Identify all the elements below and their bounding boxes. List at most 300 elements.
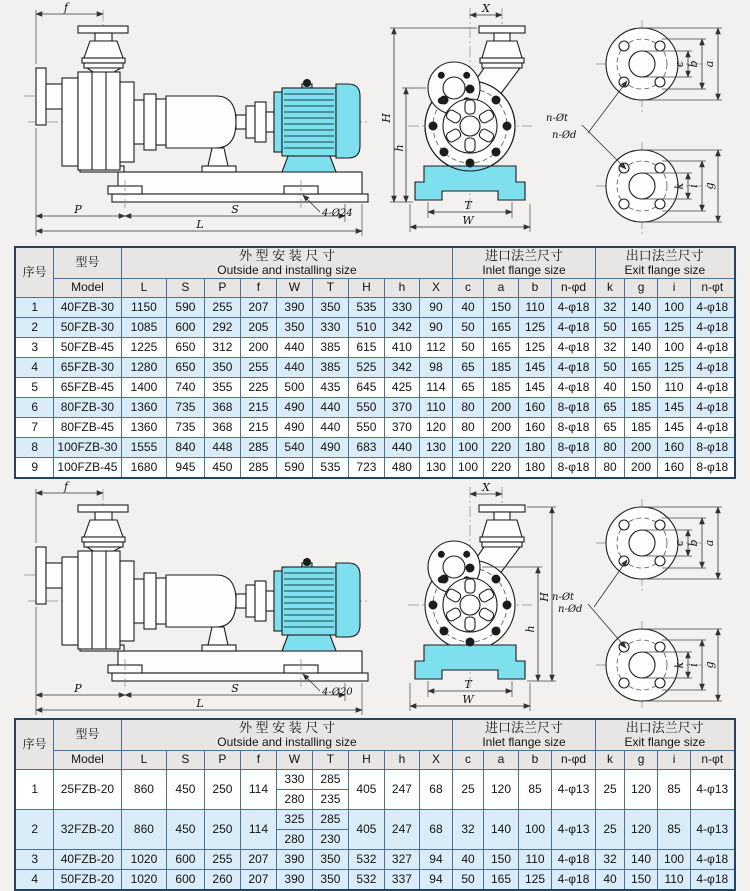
cell-h: 247 [384,810,419,850]
cell-H: 510 [348,318,384,338]
cell-i: 110 [658,378,691,398]
cell-seq: 4 [15,870,53,891]
cell-k: 40 [596,378,625,398]
cell-T [312,770,348,810]
pump-side-view [24,1,368,236]
cell-model: 50FZB-45 [53,338,121,358]
cell-a: 220 [484,438,519,458]
dim-label-W: W [462,214,474,227]
cell-a: 200 [484,398,519,418]
col-header-inlet_cols-2: b [519,279,552,298]
col-header-size_cols-7: h [384,751,419,770]
cell-L: 860 [121,770,166,810]
group-header-inlet-en: Inlet flange size [482,262,566,277]
col-header-inlet_cols-1: a [484,279,519,298]
cell-L: 1225 [121,338,166,358]
cell-f: 207 [240,870,276,891]
cell-h: 247 [384,770,419,810]
cell-P: 312 [204,338,240,358]
cell-c: 100 [453,438,484,458]
cell-P: 448 [204,438,240,458]
dim-label-X: X [482,2,490,15]
cell-c: 65 [453,358,484,378]
dim-label-T: T [464,199,472,212]
cell-g: 165 [625,358,658,378]
col-header-size_cols-5: T [312,751,348,770]
table-row [15,770,734,810]
cell-c: 40 [453,850,484,870]
inlet-flange-drawing [558,499,722,615]
cell-g: 200 [625,458,658,479]
cell-n-phi-t: 4-φ13 [691,810,735,850]
cell-P: 255 [204,298,240,318]
dim-label-S: S [231,203,239,216]
dim-label-k: k [673,182,686,190]
cell-T: 350 [312,850,348,870]
dim-label-W: W [462,693,474,706]
col-header-size_cols-1: S [166,751,204,770]
cell-g: 140 [625,338,658,358]
cell-X: 98 [419,358,452,378]
cell-S: 945 [166,458,204,479]
cell-f: 205 [240,318,276,338]
cell-f: 285 [240,458,276,479]
cell-k: 80 [596,438,625,458]
group-header-exit [596,247,735,279]
cell-n-phi-d: 4-φ18 [552,318,596,338]
cell-h: 330 [384,298,419,318]
dim-label-L: L [196,218,204,231]
cell-L: 1280 [121,358,166,378]
cell-S: 840 [166,438,204,458]
cell-i: 160 [658,458,691,479]
col-header-inlet_cols-1: a [484,751,519,770]
cell-W [276,770,312,810]
cell-h: 370 [384,418,419,438]
col-header-inlet_cols-0: c [453,751,484,770]
col-header-size_cols-4: W [276,751,312,770]
group-header-inlet-cn: 进口法兰尺寸 [485,719,564,735]
cell-g: 150 [625,870,658,891]
cell-S: 600 [166,318,204,338]
cell-model: 50FZB-30 [53,318,121,338]
cell-T: 385 [312,358,348,378]
cell-T: 350 [312,298,348,318]
cell-b: 160 [519,418,552,438]
cell-k: 32 [596,850,625,870]
dim-label-h: h [524,625,537,633]
cell-k: 32 [596,338,625,358]
cell-W: 440 [276,358,312,378]
table-row [15,418,734,438]
cell-f: 225 [240,378,276,398]
cell-k: 65 [596,418,625,438]
dim-label-i: i [687,184,700,188]
cell-S: 600 [166,870,204,891]
group-header-outside-cn: 外 型 安 装 尺 寸 [238,247,335,263]
cell-k: 80 [596,458,625,479]
col-header-size_cols-6: H [348,279,384,298]
col-header-inlet_cols-3: n-φd [552,751,596,770]
col-header-size_cols-4: W [276,279,312,298]
pump-drawing-1-svg [0,0,750,243]
pump-drawing-1 [0,0,750,243]
cell-a: 165 [484,870,519,891]
col-header-inlet_cols-3: n-φd [552,279,596,298]
cell-c: 32 [453,810,484,850]
cell-T: 440 [312,398,348,418]
cell-b: 125 [519,318,552,338]
col-header-exit_cols-1: g [625,751,658,770]
cell-model: 50FZB-20 [53,870,121,891]
cell-g: 185 [625,398,658,418]
cell-c: 25 [453,770,484,810]
cell-n-phi-d: 8-φ18 [552,418,596,438]
cell-L: 1085 [121,318,166,338]
dimension-table-1 [14,246,735,479]
table-row [15,358,734,378]
cell-h: 440 [384,438,419,458]
cell-T-part: 230 [313,829,348,849]
table-row [15,398,734,418]
cell-i: 145 [658,418,691,438]
col-header-seq: 序号 [15,719,53,770]
cell-W: 500 [276,378,312,398]
pump-drawing-2-svg [0,479,750,715]
cell-g: 140 [625,298,658,318]
bolt-hole-note: 4-Ø20 [322,687,353,698]
cell-f: 215 [240,398,276,418]
cell-c: 40 [453,298,484,318]
table-row [15,338,734,358]
dim-label-i: i [687,663,700,667]
cell-seq: 2 [15,318,53,338]
col-header-size_cols-6: H [348,751,384,770]
table-row [15,810,734,850]
cell-L: 1400 [121,378,166,398]
dim-label-f: f [63,1,69,14]
col-header-size_cols-3: f [240,751,276,770]
dim-label-h: h [393,144,406,152]
cell-n-phi-t: 4-φ18 [691,870,735,891]
cell-k: 65 [596,398,625,418]
cell-L: 1020 [121,870,166,891]
pump-side-view [24,480,368,715]
cell-H: 405 [348,810,384,850]
dimension-table-2 [14,718,735,891]
col-header-exit_cols-0: k [596,751,625,770]
cell-W: 390 [276,298,312,318]
cell-c: 50 [453,318,484,338]
cell-seq: 6 [15,398,53,418]
dim-label-g: g [703,182,716,190]
dim-label-f: f [63,480,69,493]
group-header-inlet [453,247,596,279]
cell-model: 100FZB-45 [53,458,121,479]
group-header-outside-en: Outside and installing size [217,734,357,749]
cell-f: 255 [240,358,276,378]
cell-n-phi-d: 4-φ13 [552,770,596,810]
cell-H: 405 [348,770,384,810]
cell-f: 200 [240,338,276,358]
cell-L: 1150 [121,298,166,318]
cell-seq: 1 [15,298,53,318]
cell-S: 450 [166,770,204,810]
cell-h: 370 [384,398,419,418]
cell-n-phi-d: 8-φ18 [552,398,596,418]
inlet-bolt-note: n-Ød [558,604,583,615]
cell-seq: 5 [15,378,53,398]
group-header-inlet-cn: 进口法兰尺寸 [485,247,564,263]
cell-X: 68 [419,770,452,810]
dim-label-c: c [673,60,686,68]
cell-L: 1360 [121,398,166,418]
cell-f: 114 [240,770,276,810]
cell-W: 490 [276,398,312,418]
cell-W-part: 280 [277,789,312,809]
cell-i: 85 [658,770,691,810]
cell-seq: 9 [15,458,53,479]
cell-S: 650 [166,338,204,358]
cell-h: 342 [384,358,419,378]
cell-g: 200 [625,438,658,458]
cell-seq: 7 [15,418,53,438]
cell-P: 368 [204,418,240,438]
table-row [15,318,734,338]
cell-n-phi-t: 4-φ18 [691,378,735,398]
cell-i: 100 [658,850,691,870]
cell-a: 200 [484,418,519,438]
cell-c: 50 [453,870,484,891]
cell-L: 1020 [121,850,166,870]
cell-X: 120 [419,418,452,438]
cell-S: 650 [166,358,204,378]
cell-a: 150 [484,850,519,870]
cell-b: 125 [519,870,552,891]
cell-n-phi-d: 4-φ18 [552,850,596,870]
cell-model: 32FZB-20 [53,810,121,850]
dim-label-a: a [703,60,716,68]
cell-i: 85 [658,810,691,850]
col-header-model-cn: 型号 [53,247,121,279]
exit-bolt-note: n-Øt [546,113,569,124]
dim-label-P: P [74,682,82,695]
col-header-model-cn: 型号 [53,719,121,751]
cell-b: 145 [519,358,552,378]
cell-L: 1680 [121,458,166,479]
cell-k: 25 [596,810,625,850]
dim-label-P: P [74,203,82,216]
cell-T: 535 [312,458,348,479]
cell-b: 145 [519,378,552,398]
cell-a: 220 [484,458,519,479]
table-row [15,298,734,318]
cell-S: 450 [166,810,204,850]
cell-H: 550 [348,398,384,418]
cell-P: 368 [204,398,240,418]
cell-f: 215 [240,418,276,438]
cell-P: 350 [204,358,240,378]
pump-front-view [380,2,532,232]
cell-c: 50 [453,338,484,358]
cell-T: 385 [312,338,348,358]
cell-g: 150 [625,378,658,398]
cell-n-phi-d: 8-φ18 [552,438,596,458]
cell-i: 145 [658,398,691,418]
cell-S: 590 [166,298,204,318]
cell-P: 292 [204,318,240,338]
col-header-size_cols-2: P [204,279,240,298]
cell-model: 40FZB-30 [53,298,121,318]
cell-n-phi-t: 4-φ18 [691,850,735,870]
cell-n-phi-t: 4-φ18 [691,358,735,378]
cell-W: 390 [276,850,312,870]
cell-S: 735 [166,398,204,418]
inlet-bolt-note: n-Ød [552,130,577,141]
cell-W-part: 325 [284,812,305,826]
cell-i: 110 [658,870,691,891]
cell-n-phi-t: 4-φ18 [691,318,735,338]
cell-H: 525 [348,358,384,378]
cell-i: 100 [658,338,691,358]
dim-label-S: S [231,682,239,695]
cell-g: 140 [625,850,658,870]
cell-n-phi-d: 4-φ18 [552,358,596,378]
cell-k: 25 [596,770,625,810]
col-header-size_cols-0: L [121,279,166,298]
cell-X: 94 [419,870,452,891]
col-header-size_cols-0: L [121,751,166,770]
cell-n-phi-d: 4-φ18 [552,298,596,318]
cell-a: 165 [484,318,519,338]
cell-f: 207 [240,298,276,318]
cell-model: 100FZB-30 [53,438,121,458]
dim-label-c: c [673,539,686,547]
cell-T-part: 235 [313,789,348,809]
dim-label-H: H [380,113,393,123]
col-header-size_cols-2: P [204,751,240,770]
cell-X: 130 [419,458,452,479]
cell-W: 490 [276,418,312,438]
group-header-inlet-en: Inlet flange size [482,734,566,749]
cell-k: 50 [596,358,625,378]
cell-h: 342 [384,318,419,338]
dim-label-a: a [703,539,716,547]
cell-seq: 2 [15,810,53,850]
cell-T: 350 [312,870,348,891]
cell-P: 250 [204,770,240,810]
cell-n-phi-t: 4-φ18 [691,338,735,358]
cell-b: 125 [519,338,552,358]
cell-T-part: 285 [320,812,341,826]
exit-bolt-note: n-Øt [552,592,575,603]
cell-f: 285 [240,438,276,458]
dim-label-H: H [538,592,551,602]
cell-X: 94 [419,850,452,870]
cell-model: 25FZB-20 [53,770,121,810]
cell-seq: 3 [15,850,53,870]
cell-W-part: 330 [284,772,305,786]
cell-T: 440 [312,418,348,438]
cell-i: 125 [658,358,691,378]
cell-seq: 4 [15,358,53,378]
cell-H: 683 [348,438,384,458]
cell-n-phi-t: 4-φ18 [691,298,735,318]
cell-S: 735 [166,418,204,438]
cell-k: 32 [596,298,625,318]
cell-n-phi-d: 4-φ18 [552,870,596,891]
cell-model: 80FZB-45 [53,418,121,438]
cell-b: 100 [519,810,552,850]
cell-g: 185 [625,418,658,438]
col-header-inlet_cols-2: b [519,751,552,770]
cell-n-phi-t: 8-φ18 [691,438,735,458]
cell-n-phi-d: 8-φ18 [552,458,596,479]
cell-L: 1360 [121,418,166,438]
cell-i: 100 [658,298,691,318]
col-header-exit_cols-2: i [658,751,691,770]
cell-k: 40 [596,870,625,891]
col-header-size_cols-7: h [384,279,419,298]
cell-W [276,810,312,850]
cell-X: 114 [419,378,452,398]
cell-seq: 3 [15,338,53,358]
cell-b: 180 [519,438,552,458]
cell-h: 425 [384,378,419,398]
cell-W: 540 [276,438,312,458]
col-header-exit_cols-3: n-φt [691,279,735,298]
cell-n-phi-d: 4-φ13 [552,810,596,850]
cell-n-phi-t: 4-φ18 [691,418,735,438]
cell-W: 590 [276,458,312,479]
cell-H: 532 [348,850,384,870]
cell-n-phi-t: 4-φ18 [691,398,735,418]
cell-X: 68 [419,810,452,850]
col-header-size_cols-1: S [166,279,204,298]
cell-L: 860 [121,810,166,850]
cell-W: 440 [276,338,312,358]
cell-P: 260 [204,870,240,891]
cell-S: 600 [166,850,204,870]
cell-c: 80 [453,398,484,418]
cell-c: 80 [453,418,484,438]
cell-h: 337 [384,870,419,891]
bolt-hole-note: 4-Ø24 [322,208,353,219]
cell-L: 1555 [121,438,166,458]
cell-k: 50 [596,318,625,338]
cell-n-phi-d: 4-φ18 [552,338,596,358]
cell-h: 327 [384,850,419,870]
col-header-model-en: Model [53,279,121,298]
col-header-exit_cols-1: g [625,279,658,298]
cell-seq: 8 [15,438,53,458]
cell-X: 112 [419,338,452,358]
group-header-exit-cn: 出口法兰尺寸 [625,247,704,263]
cell-T-part: 285 [320,772,341,786]
cell-a: 165 [484,338,519,358]
cell-T: 330 [312,318,348,338]
cell-h: 410 [384,338,419,358]
cell-c: 100 [453,458,484,479]
cell-model: 80FZB-30 [53,398,121,418]
cell-b: 110 [519,298,552,318]
pump-front-view [408,481,556,711]
cell-a: 140 [484,810,519,850]
cell-H: 535 [348,298,384,318]
inlet-flange-drawing [552,20,722,141]
col-header-size_cols-3: f [240,279,276,298]
col-header-size_cols-8: X [419,279,452,298]
